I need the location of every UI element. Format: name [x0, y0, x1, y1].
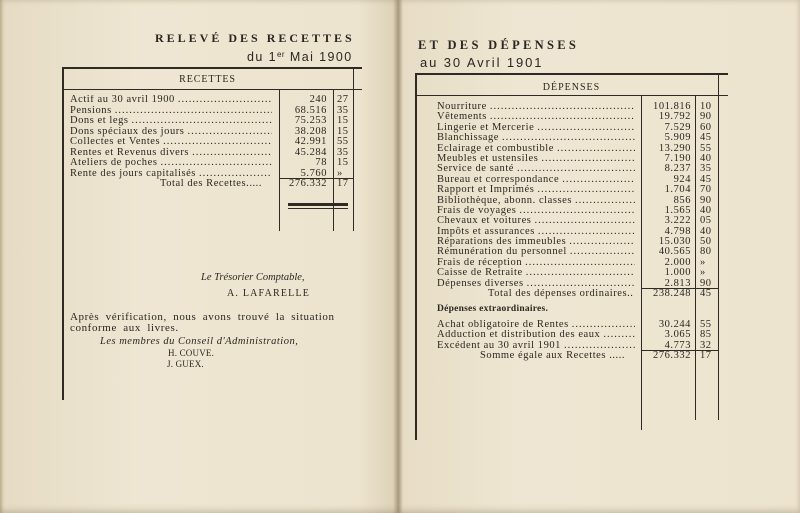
dot-leader [575, 196, 635, 206]
expense-cents: 80 [700, 247, 712, 258]
expense-francs: 15.030 [658, 237, 691, 248]
expense-francs: 3.222 [664, 216, 691, 227]
dot-leader [502, 133, 635, 143]
date-prefix: du 1 [247, 50, 277, 64]
receipt-francs: 75.253 [294, 116, 327, 126]
receipt-label-text: Rente des jours capitalisés [70, 168, 196, 179]
expense-row [415, 175, 718, 185]
expense-label-text: Eclairage et combustible [437, 143, 554, 154]
expense-label [415, 237, 641, 247]
expense-francs: 1.000 [664, 268, 691, 279]
expense-label [415, 279, 641, 289]
date-suffix: Mai 1900 [285, 50, 353, 64]
receipt-cents: 15 [337, 158, 349, 168]
expense-label [415, 102, 641, 112]
expense-cents: 50 [700, 237, 712, 248]
receipt-label [62, 169, 279, 180]
expense-row [415, 164, 718, 174]
expense-row [415, 144, 718, 154]
extraordinary-cents: 85 [700, 330, 712, 341]
expense-row [415, 258, 718, 268]
extraordinary-expenses-body [415, 320, 718, 362]
expense-francs: 19.792 [658, 112, 691, 123]
dot-leader [132, 116, 272, 127]
receipts-double-rule-thin [288, 208, 348, 209]
grand-total-francs: 276.332 [653, 351, 691, 362]
expense-cents: 40 [700, 226, 712, 237]
expense-label-text: Frais de voyages [437, 205, 517, 216]
expense-cents: 40 [700, 205, 712, 216]
expense-label [415, 112, 641, 122]
receipt-cents: 35 [337, 105, 349, 116]
dot-leader [557, 144, 635, 154]
extraordinary-label [415, 320, 641, 330]
receipt-label-text: Dons et legs [70, 116, 129, 126]
expense-label [415, 227, 641, 237]
grand-total-row [415, 351, 718, 361]
date-superscript: er [276, 50, 286, 59]
expense-row [415, 247, 718, 257]
council-member-2: J. GUEX. [167, 359, 204, 369]
expense-francs: 8.237 [664, 164, 691, 175]
dot-leader [490, 102, 635, 112]
extraordinary-label-text: Adduction et distribution des eaux [437, 330, 601, 341]
extraordinary-label-text: Excédent au 30 avril 1901 [437, 340, 561, 351]
receipt-label-text: Rentes et Revenus divers [70, 147, 190, 158]
expense-francs: 5.909 [664, 133, 691, 144]
receipt-label [62, 95, 279, 106]
expense-label-text: Meubles et ustensiles [437, 153, 539, 164]
receipt-row [62, 158, 353, 169]
expense-label-text: Rapport et Imprimés [437, 185, 535, 196]
receipts-table-right-rule [353, 67, 354, 231]
expense-francs: 924 [673, 174, 691, 185]
expense-label [415, 164, 641, 174]
expense-cents: 35 [700, 164, 712, 175]
expense-cents: » [700, 257, 706, 268]
receipt-label-text: Ateliers de poches [70, 158, 158, 168]
receipt-cents: 15 [337, 126, 349, 137]
receipt-cents: 55 [337, 137, 349, 147]
receipt-label-text: Dons spéciaux des jours [70, 126, 185, 137]
expenses-header-rule [415, 95, 728, 96]
receipt-francs: 5.760 [300, 168, 327, 179]
extraordinary-expenses-heading: Dépenses extraordinaires. [437, 304, 549, 314]
dot-leader [525, 258, 635, 268]
extraordinary-cents: 55 [700, 320, 712, 330]
expense-label [415, 144, 641, 154]
dot-leader [187, 127, 272, 138]
ordinary-total-cents: 45 [700, 289, 712, 300]
dot-leader [160, 158, 272, 169]
expense-label-text: Bureau et correspondance [437, 174, 560, 185]
expense-row [415, 112, 718, 122]
expense-francs: 856 [673, 195, 691, 206]
receipts-header-rule [62, 89, 362, 90]
expense-francs: 13.290 [658, 143, 691, 154]
extraordinary-label [415, 330, 641, 340]
receipt-francs: 68.516 [294, 105, 327, 116]
receipt-label-text: Collectes et Ventes [70, 137, 161, 147]
extraordinary-expense-row [415, 330, 718, 340]
expense-row [415, 216, 718, 226]
receipt-row [62, 127, 353, 138]
expense-label-text: Blanchissage [437, 133, 500, 144]
expense-label [415, 216, 641, 226]
expense-label [415, 247, 641, 257]
expense-label-text: Vêtements [437, 112, 487, 123]
expense-row [415, 196, 718, 206]
expense-label [415, 133, 641, 143]
expense-cents: » [700, 268, 706, 279]
dot-leader [527, 279, 635, 289]
expense-label [415, 175, 641, 185]
receipt-row [62, 95, 353, 106]
expense-label-text: Caisse de Retraite [437, 268, 523, 279]
receipts-title: RELEVÉ DES RECETTES [155, 31, 355, 45]
expense-cents: 90 [700, 195, 712, 206]
receipt-row [62, 116, 353, 127]
expense-row [415, 102, 718, 112]
dot-leader [538, 227, 635, 237]
expense-row [415, 206, 718, 216]
dot-leader [163, 137, 272, 148]
expense-label-text: Frais de réception [437, 257, 523, 268]
receipt-label [62, 127, 279, 138]
page-fold [393, 0, 403, 513]
receipt-label-text: Pensions [70, 105, 112, 116]
dot-leader [178, 95, 272, 106]
expense-label-text: Dépenses diverses [437, 278, 524, 289]
expense-francs: 101.816 [653, 102, 691, 112]
expense-cents: 60 [700, 122, 712, 133]
extraordinary-label-text: Achat obligatoire de Rentes [437, 320, 569, 330]
verification-text-line-2: conforme aux livres. [70, 322, 179, 334]
receipts-double-rule-thick [288, 203, 348, 206]
expense-cents: 05 [700, 216, 712, 227]
receipt-francs: 42.991 [294, 137, 327, 147]
dot-leader [115, 106, 272, 117]
extraordinary-expense-row [415, 341, 718, 351]
receipt-label-text: Actif au 30 avril 1900 [70, 95, 175, 105]
expense-francs: 40.565 [658, 247, 691, 258]
receipt-row [62, 137, 353, 148]
dot-leader [526, 268, 635, 278]
expenses-table-top-rule [415, 73, 728, 75]
dot-leader [572, 320, 635, 330]
receipts-total-label [62, 179, 279, 190]
receipt-francs: 38.208 [294, 126, 327, 137]
dot-leader [517, 164, 635, 174]
expense-label [415, 258, 641, 268]
receipt-label [62, 106, 279, 117]
expense-row [415, 133, 718, 143]
expense-francs: 7.529 [664, 122, 691, 133]
dot-leader [537, 123, 635, 133]
receipts-total-cents: 17 [337, 179, 349, 189]
expense-cents: 90 [700, 112, 712, 123]
expense-label [415, 123, 641, 133]
dot-leader [603, 330, 635, 340]
expense-cents: 10 [700, 102, 712, 112]
expenses-table-body [415, 102, 718, 299]
expense-label-text: Nourriture [437, 102, 487, 112]
expense-francs: 1.704 [664, 185, 691, 196]
expense-label [415, 196, 641, 206]
receipt-cents: 35 [337, 147, 349, 158]
expenses-table-header: DÉPENSES [542, 82, 601, 93]
expense-label-text: Lingerie et Mercerie [437, 122, 535, 133]
ordinary-total-label [415, 289, 641, 299]
expense-cents: 70 [700, 185, 712, 196]
expense-row [415, 268, 718, 278]
council-title: Les membres du Conseil d'Administration, [100, 336, 299, 347]
extraordinary-label [415, 341, 641, 351]
receipt-row [62, 148, 353, 159]
dot-leader [534, 216, 635, 226]
ordinary-expenses-total-row [415, 289, 718, 299]
expense-francs: 2.000 [664, 257, 691, 268]
receipt-francs: 78 [315, 158, 327, 168]
receipts-total-row [62, 179, 353, 190]
receipt-francs: 240 [309, 95, 327, 105]
dot-leader [199, 169, 272, 180]
receipt-label [62, 137, 279, 148]
expenses-table-right-rule [718, 73, 719, 420]
extraordinary-francs: 30.244 [658, 320, 691, 330]
expense-cents: 45 [700, 133, 712, 144]
expense-row [415, 279, 718, 289]
receipts-total-francs: 276.332 [289, 179, 327, 189]
verification-text-line-1: Après vérification, nous avons trouvé la situation [70, 311, 335, 323]
expense-cents: 55 [700, 143, 712, 154]
dot-leader [570, 247, 635, 257]
treasurer-role: Le Trésorier Comptable, [201, 272, 305, 283]
expense-francs: 7.190 [664, 153, 691, 164]
expense-francs: 4.798 [664, 226, 691, 237]
expense-francs: 1.565 [664, 205, 691, 216]
receipt-cents: 27 [337, 95, 349, 105]
expense-row [415, 185, 718, 195]
expense-francs: 2.813 [664, 278, 691, 289]
expenses-end-date: au 30 Avril 1901 [420, 55, 544, 70]
receipt-row [62, 106, 353, 117]
ordinary-total-francs: 238.248 [653, 289, 691, 300]
expense-row [415, 227, 718, 237]
expense-label [415, 185, 641, 195]
grand-total-cents: 17 [700, 351, 712, 362]
expense-label [415, 268, 641, 278]
council-member-1: H. COUVE. [168, 348, 215, 358]
dot-leader [537, 185, 635, 195]
receipt-label [62, 116, 279, 127]
expense-label [415, 154, 641, 164]
extraordinary-cents: 32 [700, 340, 712, 351]
expense-row [415, 237, 718, 247]
dot-leader [562, 175, 635, 185]
receipt-cents: » [337, 168, 343, 179]
expense-label [415, 206, 641, 216]
expense-row [415, 154, 718, 164]
grand-total-label [415, 351, 641, 361]
dot-leader [569, 237, 635, 247]
expense-label-text: Impôts et assurances [437, 226, 535, 237]
expense-label-text: Rémunération du personnel [437, 247, 567, 258]
ordinary-total-label-text: Total des dépenses ordinaires.. [488, 289, 634, 300]
extraordinary-francs: 4.773 [664, 340, 691, 351]
expense-cents: 90 [700, 278, 712, 289]
receipt-label [62, 158, 279, 169]
expense-label-text: Chevaux et voitures [437, 216, 532, 227]
receipts-table-body [62, 95, 353, 190]
expense-label-text: Service de santé [437, 164, 515, 175]
receipts-table-top-rule [62, 67, 362, 69]
receipts-table-header: RECETTES [179, 74, 236, 85]
expense-label-text: Bibliothèque, abonn. classes [437, 195, 572, 206]
expense-cents: 45 [700, 174, 712, 185]
dot-leader [564, 341, 635, 351]
receipt-francs: 45.284 [294, 147, 327, 158]
receipts-total-label-text: Total des Recettes..... [160, 179, 263, 189]
receipt-cents: 15 [337, 116, 349, 126]
receipts-start-date [247, 50, 353, 64]
treasurer-name: A. LAFARELLE [227, 288, 311, 299]
grand-total-label-text: Somme égale aux Recettes ..... [480, 351, 626, 362]
dot-leader [541, 154, 635, 164]
extraordinary-expense-row [415, 320, 718, 330]
dot-leader [192, 148, 272, 159]
dot-leader [490, 112, 635, 122]
expense-label-text: Réparations des immeubles [437, 237, 567, 248]
dot-leader [519, 206, 635, 216]
receipt-label [62, 148, 279, 159]
receipt-row [62, 169, 353, 180]
expense-row [415, 123, 718, 133]
expenses-title: ET DES DÉPENSES [418, 38, 580, 52]
extraordinary-francs: 3.065 [664, 330, 691, 341]
expense-cents: 40 [700, 153, 712, 164]
